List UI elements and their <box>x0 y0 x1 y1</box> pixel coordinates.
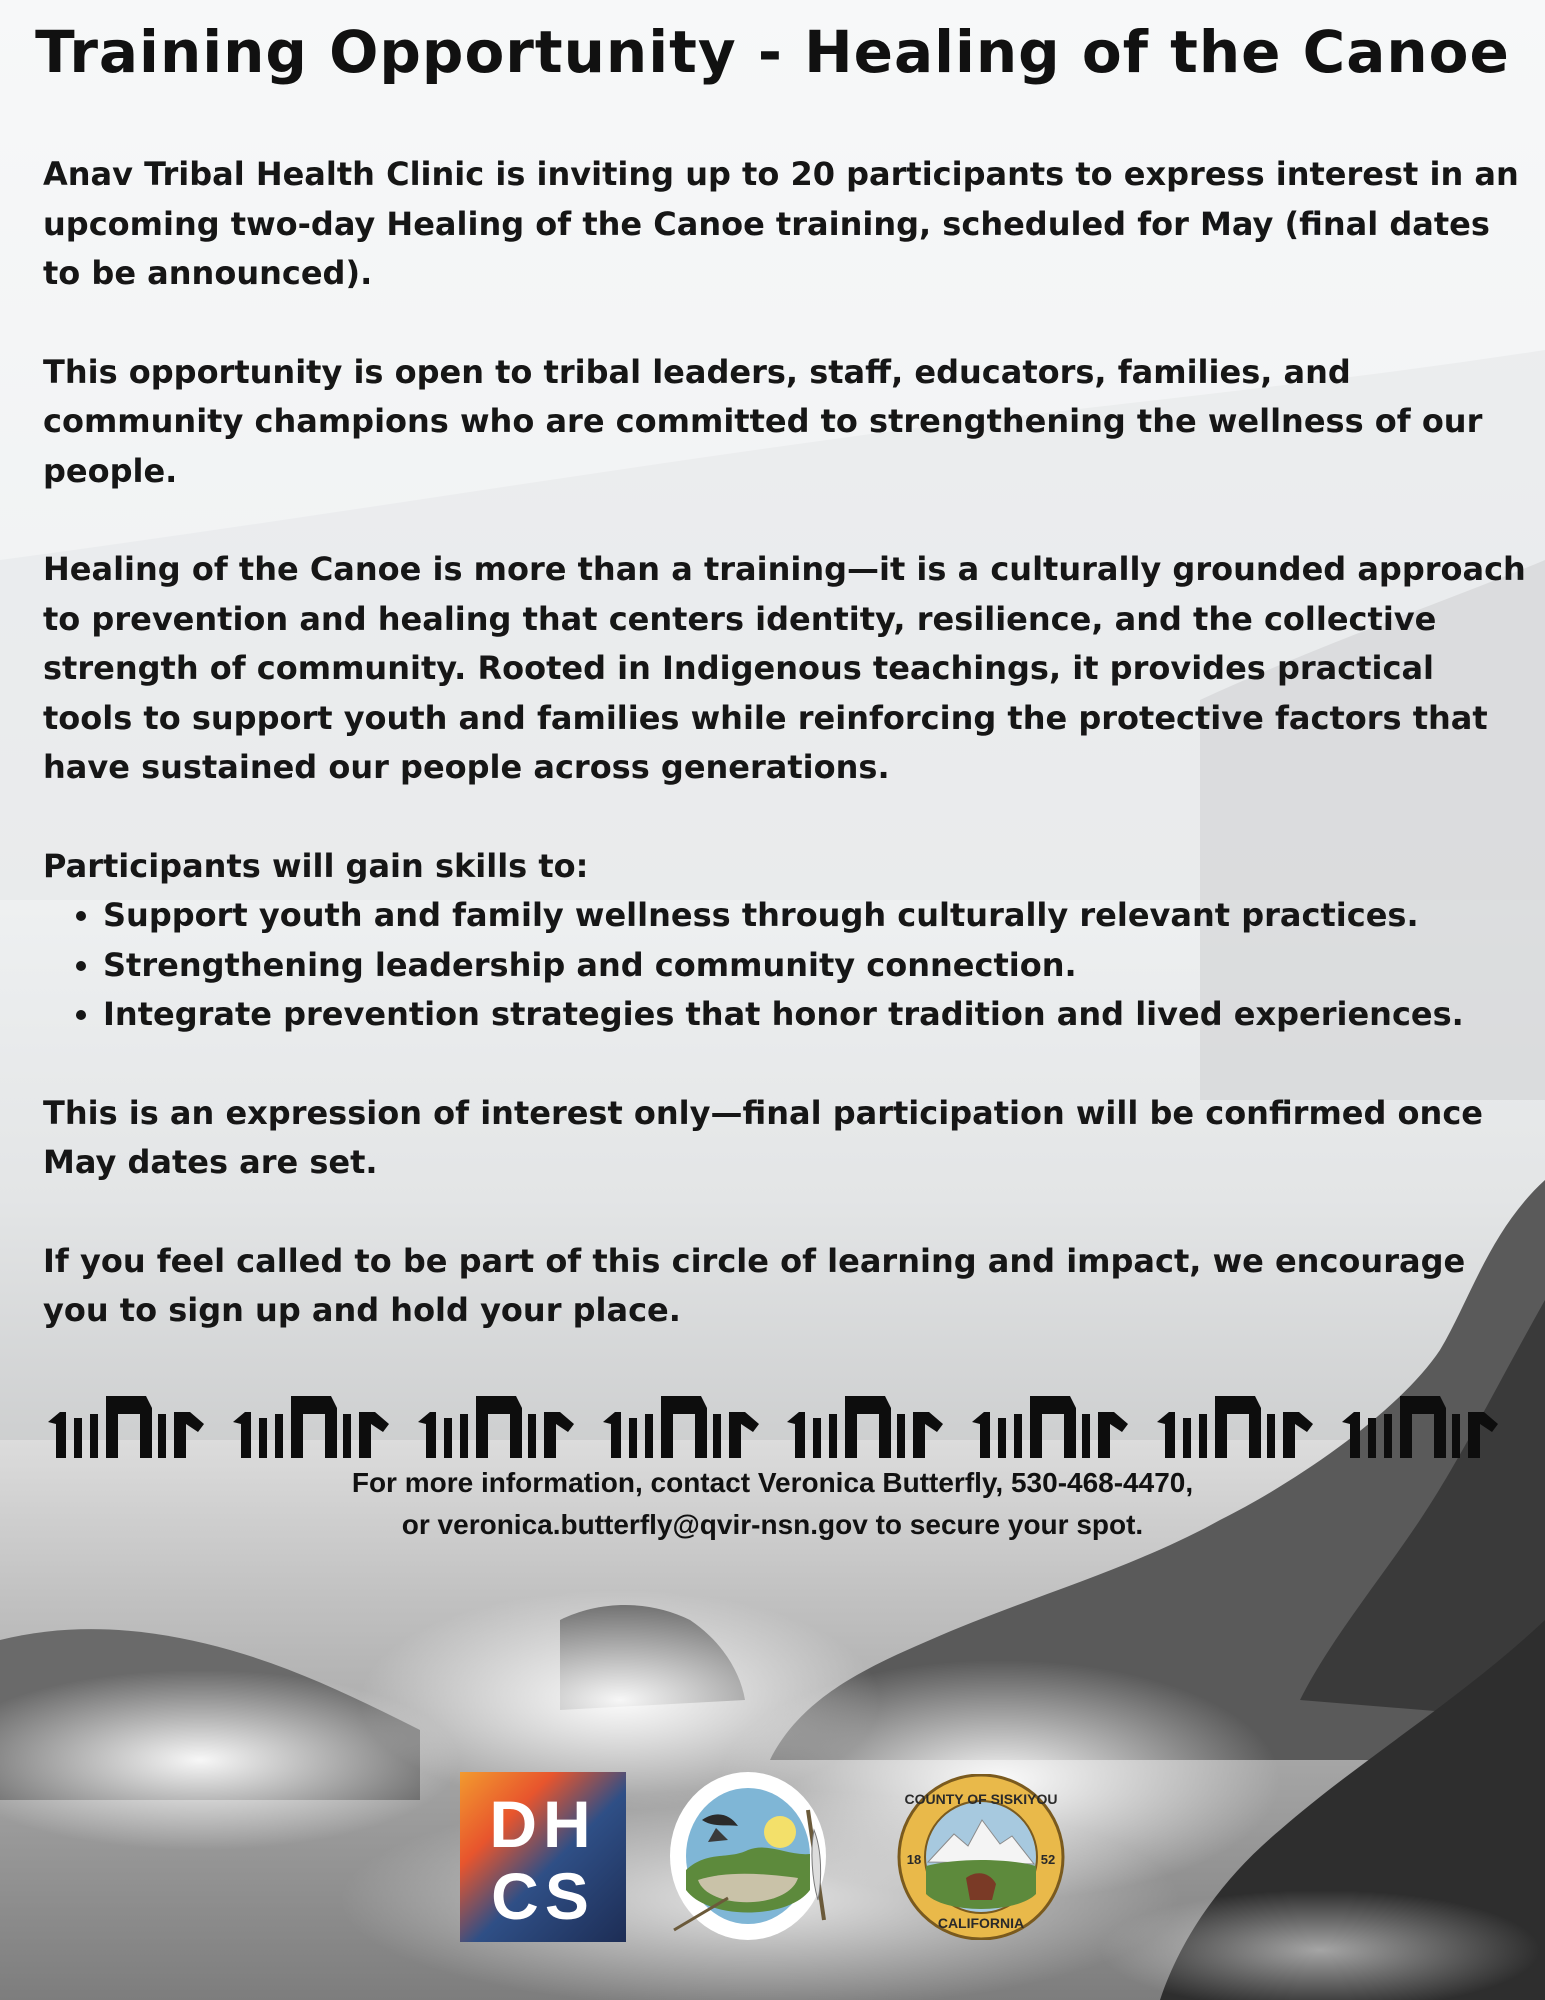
motif-stroke <box>1384 1414 1392 1458</box>
county-seal-bottom-text: CALIFORNIA <box>937 1915 1025 1931</box>
motif-stroke <box>713 1414 721 1458</box>
motif-stroke <box>444 1418 452 1458</box>
motif-stroke <box>1098 1412 1128 1458</box>
motif-stroke <box>1468 1412 1498 1458</box>
motif-stroke <box>787 1412 805 1458</box>
motif-stroke <box>1452 1414 1460 1458</box>
motif-stroke <box>544 1412 574 1458</box>
motif-stroke <box>897 1414 905 1458</box>
tribal-seal-icon <box>668 1770 828 1942</box>
dhcs-logo <box>460 1772 626 1942</box>
motif-stroke <box>291 1396 337 1458</box>
flyer-body <box>43 150 1533 1385</box>
motif-stroke <box>845 1396 891 1458</box>
decorative-motif-row <box>48 1392 1498 1458</box>
motif-stroke <box>1199 1414 1207 1458</box>
list-item: • Support youth and family wellness through culturally relevant practices. <box>103 891 1533 941</box>
motif-stroke <box>1400 1396 1446 1458</box>
motif-stroke <box>645 1414 653 1458</box>
motif-stroke <box>1342 1412 1360 1458</box>
contact-line-1: For more information, contact Veronica Butterfly, 530-468-4470, <box>351 1467 1194 1498</box>
call-to-action-paragraph: If you feel called to be part of this circle of learning and impact, we encourage you to sign up and hold your place. <box>43 1241 1466 1329</box>
motif-stroke <box>603 1412 621 1458</box>
motif-stroke <box>813 1418 821 1458</box>
motif-stroke <box>48 1412 66 1458</box>
skills-heading: Participants will gain skills to: <box>43 846 589 885</box>
motif-stroke <box>90 1414 98 1458</box>
interest-note-paragraph: This is an expression of interest only—final participation will be confirmed once May dates are set. <box>43 1093 1483 1181</box>
motif-stroke <box>476 1396 522 1458</box>
dhcs-logo-bottom-text: CS <box>491 1859 595 1933</box>
canoe-paddle-motif-icon <box>1342 1392 1498 1458</box>
motif-stroke <box>629 1418 637 1458</box>
county-seal-right-number: 52 <box>1040 1852 1056 1867</box>
motif-stroke <box>1157 1412 1175 1458</box>
motif-stroke <box>275 1414 283 1458</box>
motif-stroke <box>1283 1412 1313 1458</box>
description-paragraph: Healing of the Canoe is more than a training—it is a culturally grounded approach to prevention and healing that centers identity, resilience, and the collective strength of community. Rooted in Indigenous teachings, it provides practical tools to support youth and families while reinforcing the protective factors that have sustained our people across generations. <box>43 550 1526 786</box>
county-seal-icon <box>896 1774 1066 1940</box>
contact-line-2: or veronica.butterfly@qvir-nsn.gov to secure your spot. <box>401 1509 1144 1540</box>
motif-stroke <box>1368 1418 1376 1458</box>
motif-stroke <box>343 1414 351 1458</box>
list-item: • Strengthening leadership and community connection. <box>103 941 1533 991</box>
motif-stroke <box>729 1412 759 1458</box>
motif-stroke <box>972 1412 990 1458</box>
motif-stroke <box>913 1412 943 1458</box>
canoe-paddle-motif-icon <box>603 1392 759 1458</box>
motif-stroke <box>174 1412 204 1458</box>
audience-paragraph: This opportunity is open to tribal leaders, staff, educators, families, and community champions who are committed to strengthening the wellness of our people. <box>43 352 1483 490</box>
motif-stroke <box>1215 1396 1261 1458</box>
canoe-paddle-motif-icon <box>1157 1392 1313 1458</box>
dhcs-logo-top-text: DH <box>489 1787 597 1861</box>
motif-stroke <box>158 1414 166 1458</box>
county-seal-left-number: 18 <box>906 1852 922 1867</box>
canoe-paddle-motif-icon <box>48 1392 204 1458</box>
canoe-paddle-motif-icon <box>972 1392 1128 1458</box>
contact-info <box>0 1462 1545 1546</box>
motif-stroke <box>1030 1396 1076 1458</box>
motif-stroke <box>259 1418 267 1458</box>
motif-stroke <box>74 1418 82 1458</box>
page-title: Training Opportunity - Healing of the Canoe <box>35 18 1510 86</box>
motif-stroke <box>1082 1414 1090 1458</box>
motif-stroke <box>460 1414 468 1458</box>
motif-stroke <box>1014 1414 1022 1458</box>
motif-stroke <box>1267 1414 1275 1458</box>
motif-stroke <box>998 1418 1006 1458</box>
intro-paragraph: Anav Tribal Health Clinic is inviting up to 20 participants to express interest in an upcoming two-day Healing of the Canoe training, scheduled for May (final dates to be announced). <box>43 155 1519 292</box>
motif-stroke <box>829 1414 837 1458</box>
motif-stroke <box>359 1412 389 1458</box>
skills-list <box>43 891 1533 1040</box>
canoe-paddle-motif-icon <box>233 1392 389 1458</box>
county-seal-top-text: COUNTY OF SISKIYOU <box>904 1791 1058 1807</box>
motif-stroke <box>528 1414 536 1458</box>
motif-stroke <box>1183 1418 1191 1458</box>
sponsor-logos <box>0 1770 1545 1945</box>
motif-stroke <box>233 1412 251 1458</box>
list-item: • Integrate prevention strategies that honor tradition and lived experiences. <box>103 990 1533 1040</box>
motif-stroke <box>106 1396 152 1458</box>
canoe-paddle-motif-icon <box>418 1392 574 1458</box>
motif-stroke <box>418 1412 436 1458</box>
motif-stroke <box>661 1396 707 1458</box>
canoe-paddle-motif-icon <box>787 1392 943 1458</box>
